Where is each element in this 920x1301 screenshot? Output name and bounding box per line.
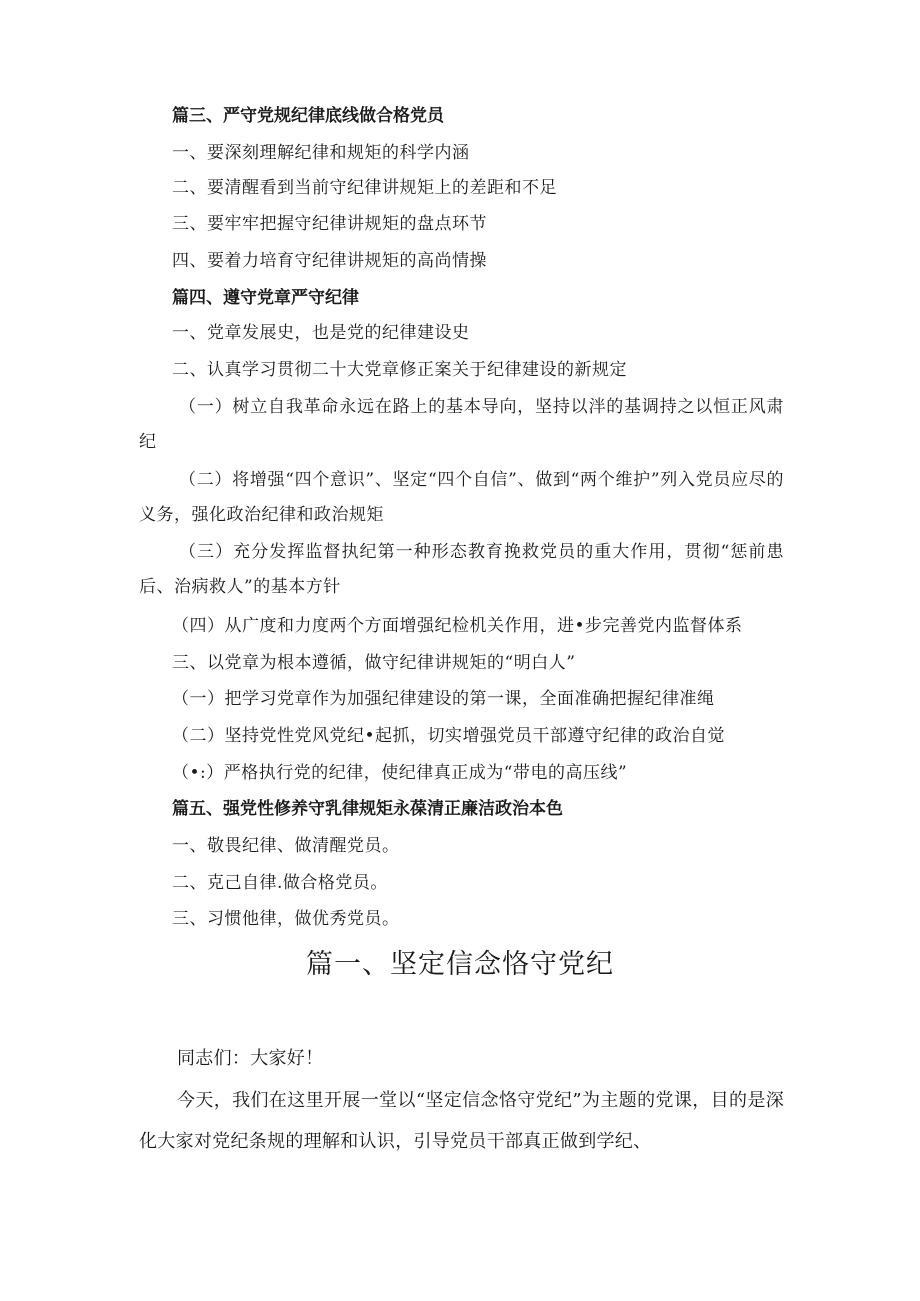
toc-part4-item-4: （二）将增强“四个意识”、坚定“四个自信”、做到“两个维护”列入党员应尽的义务，强化政治纪律和政治规矩: [139, 470, 784, 525]
toc-part4-item-1: 一、党章发展史，也是党的纪律建设史: [172, 323, 470, 343]
toc-part4-item-8: （一）把学习党章作为加强纪律建设的第一课，全面准确把握纪律准绳: [172, 689, 715, 709]
toc-part3-item-4: 四、要着力培育守纪律讲规矩的高尚情操: [172, 251, 487, 271]
toc-part4-item-2: 二、认真学习贯彻二十大党章修正案关于纪律建设的新规定: [172, 360, 627, 380]
article-title: 篇一、坚定信念恪守党纪: [306, 949, 614, 980]
toc-part3-item-3: 三、要牢牢把握守纪律讲规矩的盘点环节: [172, 214, 487, 234]
toc-part4-item-10: （•:）严格执行党的纪律，使纪律真正成为“带电的高压线”: [172, 763, 628, 783]
article-greeting: 同志们：大家好！: [177, 1048, 324, 1069]
toc-part4-item-7: 三、以党章为根本遵循，做守纪律讲规矩的“明白人”: [172, 653, 576, 673]
toc-part4-title: 篇四、遵守党章严守纪律: [172, 288, 359, 308]
toc-part4-item-9: （二）坚持党性党风党纪•起抓，切实增强党员干部遵守纪律的政治自觉: [172, 726, 726, 746]
toc-part5-item-1: 一、敬畏纪律、做清醒党员。: [172, 836, 400, 856]
toc-part5-title: 篇五、强党性修养守乳律规矩永葆清正廉洁政治本色: [172, 799, 563, 819]
toc-part3-title: 篇三、严守党规纪律底线做合格党员: [172, 106, 444, 126]
article-paragraph-1: 今天，我们在这里开展一堂以“坚定信念恪守党纪”为主题的党课，目的是深化大家对党纪条规的理解和认识，引导党员干部真正做到学纪、: [139, 1090, 784, 1152]
toc-part4-item-5: （三）充分发挥监督执纪第一种形态教育挽救党员的重大作用，贯彻“惩前患后、治病救人”的基本方针: [139, 542, 784, 597]
toc-part3-item-2: 二、要清醒看到当前守纪律讲规矩上的差距和不足: [172, 178, 557, 198]
toc-part4-item-3: （一）树立自我革命永远在路上的基本导向，坚持以泮的基调持之以恒正风肃纪: [139, 397, 784, 452]
toc-part3-item-1: 一、要深刻理解纪律和规矩的科学内涵: [172, 143, 470, 163]
toc-part4-item-6: （四）从广度和力度两个方面增强纪检机关作用，进•步完善党内监督体系: [172, 616, 743, 636]
toc-part5-item-2: 二、克己自律.做合格党员。: [172, 873, 388, 893]
toc-part5-item-3: 三、习惯他律，做优秀党员。: [172, 909, 400, 929]
